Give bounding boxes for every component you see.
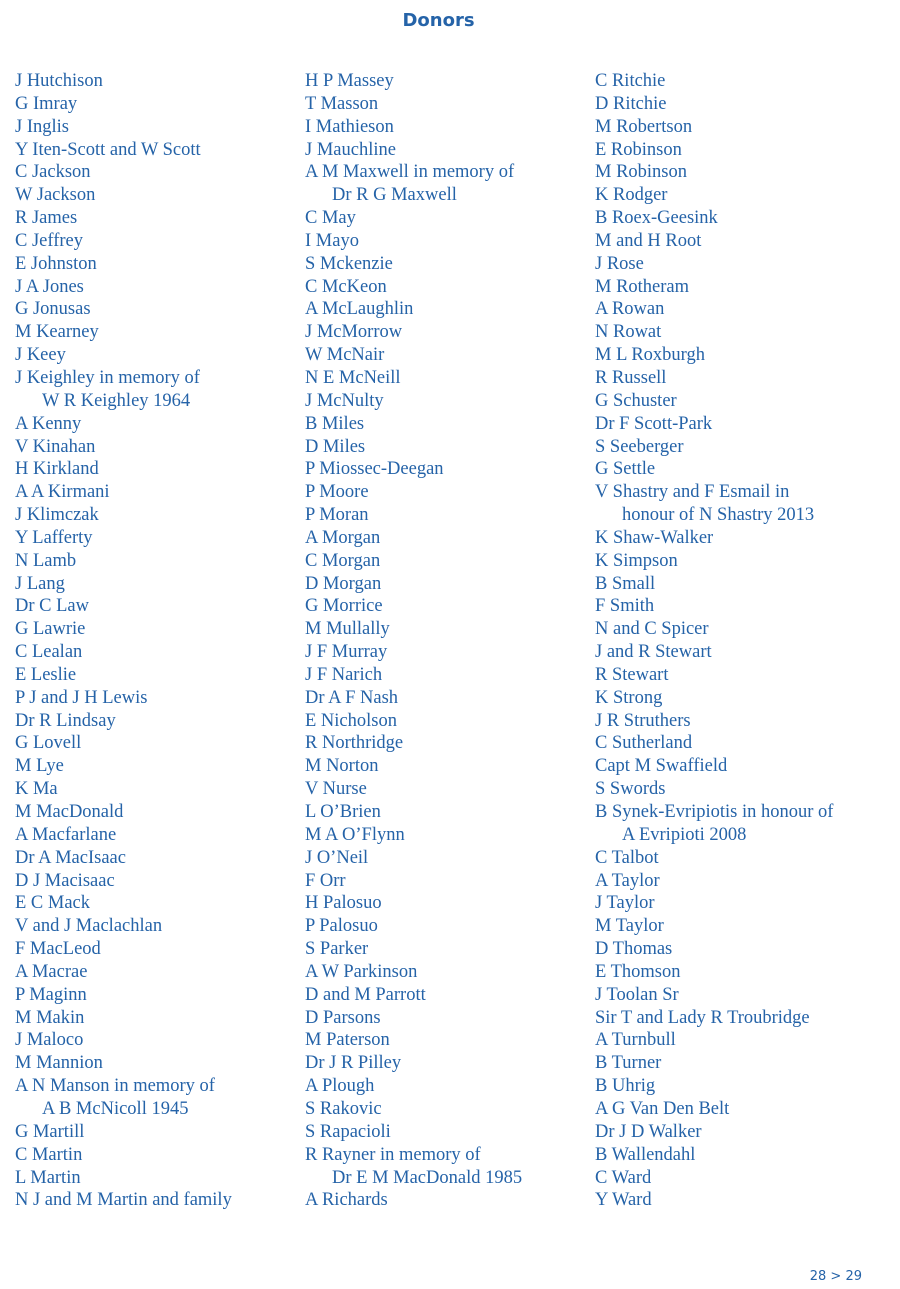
donor-name: J Lang: [15, 573, 65, 594]
donor-entry: [595, 984, 895, 1007]
donor-entry: [305, 458, 585, 481]
donor-name: V Nurse: [305, 779, 367, 800]
donor-name: A N Manson in memory of: [15, 1076, 215, 1097]
donor-name: P Miossec-Deegan: [305, 459, 444, 480]
donor-entry: [15, 847, 295, 870]
donor-entry: [595, 276, 895, 299]
donor-name: G Settle: [595, 459, 656, 480]
donor-name: J F Murray: [305, 642, 388, 663]
donor-name: N J and M Martin and family: [15, 1190, 232, 1211]
donor-name: D J Macisaac: [15, 870, 115, 891]
donor-name: E Leslie: [15, 664, 77, 685]
donor-entry: [305, 778, 585, 801]
donor-entry: [15, 778, 295, 801]
donor-entry: [595, 230, 895, 253]
donor-entry: [305, 824, 585, 847]
donor-name: C Talbot: [595, 847, 659, 868]
donor-entry: [15, 367, 295, 413]
donor-entry: [15, 230, 295, 253]
donor-entry: [15, 664, 295, 687]
donor-entry: [305, 481, 585, 504]
donor-name: Dr F Scott-Park: [595, 413, 713, 434]
donor-entry: [15, 801, 295, 824]
donor-name: G Martill: [15, 1121, 85, 1142]
donor-name: M Taylor: [595, 916, 664, 937]
donor-name: J and R Stewart: [595, 642, 712, 663]
donor-name: M Norton: [305, 756, 379, 777]
donor-name: V Shastry and F Esmail in: [595, 482, 790, 503]
donor-dedication: A B McNicoll 1945: [42, 1098, 189, 1119]
donor-name: Dr A MacIsaac: [15, 847, 126, 868]
donor-name: B Miles: [305, 413, 365, 434]
donor-name: M Robinson: [595, 162, 688, 183]
donor-name: B Synek-Evripiotis in honour of: [595, 802, 834, 822]
donor-entry: [595, 573, 895, 596]
donor-entry: [15, 184, 295, 207]
donor-name: Sir T and Lady R Troubridge: [595, 1007, 810, 1028]
donor-entry: [15, 915, 295, 938]
donor-entry: [15, 938, 295, 961]
donor-column-3: [595, 70, 895, 1212]
donor-name: B Turner: [595, 1053, 662, 1074]
donor-name: S Swords: [595, 779, 666, 800]
donor-name: G Lovell: [15, 733, 82, 754]
donor-entry: [15, 573, 295, 596]
donor-name: M Kearney: [15, 322, 99, 343]
donor-entry: [595, 93, 895, 116]
donor-name: D and M Parrott: [305, 984, 426, 1005]
donor-entry: [15, 321, 295, 344]
donor-name: M Robertson: [595, 116, 693, 137]
donor-entry: [595, 892, 895, 915]
donor-name: F Smith: [595, 596, 655, 617]
donor-entry: [15, 1121, 295, 1144]
donor-name: C Ward: [595, 1167, 652, 1188]
donor-name: P Moran: [305, 505, 369, 526]
donor-name: K Rodger: [595, 185, 668, 206]
donor-name: E Johnston: [15, 253, 97, 274]
donor-name: Y Lafferty: [15, 527, 93, 548]
donor-entry: [595, 161, 895, 184]
donor-entry: [595, 390, 895, 413]
donor-name: Capt M Swaffield: [595, 756, 728, 777]
donor-name: S Seeberger: [595, 436, 684, 457]
donor-entry: [15, 984, 295, 1007]
donor-entry: [595, 1007, 895, 1030]
donor-name: A Kenny: [15, 413, 82, 434]
donor-entry: [305, 641, 585, 664]
donor-entry: [15, 253, 295, 276]
donor-entry: [305, 984, 585, 1007]
donor-name: P Moore: [305, 482, 369, 503]
donor-dedication: W R Keighley 1964: [42, 390, 191, 411]
donor-entry: [305, 573, 585, 596]
donor-entry: [595, 1029, 895, 1052]
donor-name: J McMorrow: [305, 322, 403, 343]
donor-entry: [305, 664, 585, 687]
donor-entry: [305, 276, 585, 299]
donor-entry: [305, 1098, 585, 1121]
donor-name: K Simpson: [595, 550, 678, 571]
donor-name: C Sutherland: [595, 733, 693, 754]
donor-name: G Jonusas: [15, 299, 91, 320]
donor-name: K Strong: [595, 687, 663, 708]
donor-name: H P Massey: [305, 71, 394, 91]
donor-entry: [595, 710, 895, 733]
donor-name: S Rapacioli: [305, 1121, 391, 1142]
donor-name: J Keey: [15, 345, 66, 366]
donor-name: J Mauchline: [305, 139, 396, 160]
donor-name: J F Narich: [305, 664, 383, 685]
donor-name: W Jackson: [15, 185, 96, 206]
donor-entry: [305, 801, 585, 824]
donor-entry: [595, 1052, 895, 1075]
donor-entry: [305, 755, 585, 778]
donor-name: M Lye: [15, 756, 64, 777]
donor-name: L O’Brien: [305, 802, 381, 822]
donor-name: J R Struthers: [595, 710, 691, 731]
donor-entry: [595, 687, 895, 710]
donor-entry: [305, 1007, 585, 1030]
donor-name: F MacLeod: [15, 939, 101, 960]
donor-name: M A O’Flynn: [305, 824, 405, 845]
donor-entry: [15, 344, 295, 367]
donor-entry: [595, 344, 895, 367]
donor-entry: [305, 961, 585, 984]
donor-name: H Palosuo: [305, 893, 382, 914]
donor-name: R Northridge: [305, 733, 404, 754]
donor-entry: [15, 93, 295, 116]
donor-name: D Thomas: [595, 939, 673, 960]
donor-entry: [15, 458, 295, 481]
donor-name: D Morgan: [305, 573, 382, 594]
donor-entry: [15, 710, 295, 733]
donor-name: Dr J D Walker: [595, 1121, 702, 1142]
donor-entry: [15, 1167, 295, 1190]
donor-name: G Lawrie: [15, 619, 86, 640]
donor-entry: [15, 595, 295, 618]
donor-entry: [595, 778, 895, 801]
donor-entry: [15, 732, 295, 755]
donor-entry: [15, 870, 295, 893]
donor-name: B Uhrig: [595, 1076, 656, 1097]
donor-name: G Imray: [15, 93, 78, 114]
donor-name: N Rowat: [595, 322, 662, 343]
donor-entry: [305, 1052, 585, 1075]
donor-name: D Miles: [305, 436, 366, 457]
donor-name: B Roex-Geesink: [595, 208, 718, 229]
donor-name: J Toolan Sr: [595, 984, 679, 1005]
donor-name: P Palosuo: [305, 916, 378, 937]
donor-entry: [15, 1189, 295, 1212]
donor-entry: [595, 1144, 895, 1167]
donor-entry: [15, 504, 295, 527]
donor-name: C Jeffrey: [15, 230, 83, 251]
donor-entry: [305, 344, 585, 367]
donor-entry: [305, 161, 585, 207]
donor-name: J A Jones: [15, 276, 84, 297]
donor-entry: [595, 116, 895, 139]
donor-name: Y Iten-Scott and W Scott: [15, 139, 201, 160]
donor-name: J O’Neil: [305, 847, 369, 868]
donor-entry: [305, 298, 585, 321]
donor-name: C Martin: [15, 1144, 83, 1165]
donor-entry: [595, 298, 895, 321]
donor-name: J McNulty: [305, 390, 384, 411]
donor-name: A Macfarlane: [15, 824, 117, 845]
donor-column-1: [15, 70, 295, 1212]
donor-entry: [305, 618, 585, 641]
donor-entry: [305, 413, 585, 436]
donor-name: R James: [15, 208, 78, 229]
donor-entry: [305, 938, 585, 961]
donor-entry: [305, 915, 585, 938]
page-number: 28 > 29: [809, 1269, 862, 1284]
donor-name: C Ritchie: [595, 71, 666, 91]
donor-entry: [595, 915, 895, 938]
donor-entry: [595, 481, 895, 527]
donor-name: S Rakovic: [305, 1098, 382, 1119]
donor-name: V and J Maclachlan: [15, 916, 163, 937]
donor-name: A Macrae: [15, 961, 88, 982]
donor-entry: [305, 253, 585, 276]
donor-entry: [15, 481, 295, 504]
donor-name: R Russell: [595, 367, 667, 388]
donor-entry: [595, 1167, 895, 1190]
donor-entry: [305, 732, 585, 755]
donor-name: N Lamb: [15, 550, 77, 571]
donor-name: A M Maxwell in memory of: [305, 162, 515, 183]
donor-name: J Taylor: [595, 893, 655, 914]
donor-column-2: [305, 70, 585, 1212]
donor-entry: [595, 618, 895, 641]
donor-entry: [305, 1144, 585, 1190]
donor-name: C McKeon: [305, 276, 387, 297]
donor-name: E Nicholson: [305, 710, 397, 731]
donor-entry: [595, 70, 895, 93]
donor-name: M Paterson: [305, 1030, 390, 1051]
donor-name: P Maginn: [15, 984, 87, 1005]
donor-entry: [15, 687, 295, 710]
donor-name: M MacDonald: [15, 802, 124, 822]
donor-name: M Mullally: [305, 619, 390, 640]
donor-entry: [305, 139, 585, 162]
donor-name: C Lealan: [15, 642, 83, 663]
page-title: Donors: [402, 10, 475, 31]
donor-dedication: Dr E M MacDonald 1985: [332, 1167, 523, 1188]
donor-entry: [15, 116, 295, 139]
donor-entry: [15, 298, 295, 321]
donor-name: A McLaughlin: [305, 299, 414, 320]
donor-name: A Rowan: [595, 299, 665, 320]
donor-name: N and C Spicer: [595, 619, 709, 640]
donor-entry: [595, 139, 895, 162]
donor-dedication: A Evripioti 2008: [622, 824, 747, 845]
donor-entry: [15, 892, 295, 915]
donor-entry: [595, 732, 895, 755]
donor-entry: [15, 1007, 295, 1030]
donor-entry: [595, 1121, 895, 1144]
donor-name: Y Ward: [595, 1190, 652, 1211]
donor-entry: [595, 664, 895, 687]
donor-entry: [595, 1075, 895, 1098]
donor-entry: [595, 550, 895, 573]
donor-entry: [15, 961, 295, 984]
donor-entry: [595, 253, 895, 276]
donor-name: G Schuster: [595, 390, 677, 411]
donor-name: R Stewart: [595, 664, 669, 685]
donor-name: H Kirkland: [15, 459, 99, 480]
donor-entry: [305, 504, 585, 527]
donor-entry: [595, 458, 895, 481]
donor-name: A Richards: [305, 1190, 388, 1211]
donor-entry: [305, 687, 585, 710]
donor-entry: [305, 367, 585, 390]
donor-name: M Mannion: [15, 1053, 103, 1074]
donor-name: A Turnbull: [595, 1030, 676, 1051]
donor-entry: [595, 1189, 895, 1212]
donor-dedication: Dr R G Maxwell: [332, 185, 457, 206]
donor-entry: [595, 321, 895, 344]
donor-entry: [595, 527, 895, 550]
donor-entry: [305, 116, 585, 139]
donor-name: A A Kirmani: [15, 482, 110, 503]
donor-entry: [15, 70, 295, 93]
donor-name: C May: [305, 208, 356, 229]
donor-entry: [305, 550, 585, 573]
donor-name: J Keighley in memory of: [15, 367, 200, 388]
donor-entry: [305, 390, 585, 413]
donor-name: I Mathieson: [305, 116, 394, 137]
donor-entry: [15, 824, 295, 847]
donor-entry: [595, 847, 895, 870]
donor-entry: [305, 1189, 585, 1212]
donor-name: K Ma: [15, 779, 58, 800]
donor-name: B Small: [595, 573, 656, 594]
donor-entry: [305, 230, 585, 253]
donor-entry: [15, 161, 295, 184]
donor-entry: [15, 1075, 295, 1121]
donor-entry: [595, 755, 895, 778]
donor-entry: [15, 207, 295, 230]
donor-name: Dr R Lindsay: [15, 710, 116, 731]
donor-entry: [305, 527, 585, 550]
donor-entry: [15, 1052, 295, 1075]
donor-name: C Jackson: [15, 162, 91, 183]
donor-entry: [305, 710, 585, 733]
donor-name: D Ritchie: [595, 93, 667, 114]
donor-entry: [305, 1121, 585, 1144]
donor-name: M Makin: [15, 1007, 85, 1028]
donor-entry: [305, 847, 585, 870]
donor-entry: [15, 413, 295, 436]
donor-entry: [595, 367, 895, 390]
donor-name: D Parsons: [305, 1007, 381, 1028]
donor-name: A Taylor: [595, 870, 660, 891]
donor-name: N E McNeill: [305, 367, 401, 388]
donor-entry: [15, 276, 295, 299]
donor-entry: [595, 870, 895, 893]
donor-entry: [305, 207, 585, 230]
donor-name: E Robinson: [595, 139, 682, 160]
donor-entry: [305, 436, 585, 459]
donor-entry: [595, 184, 895, 207]
donor-entry: [15, 139, 295, 162]
donor-name: G Morrice: [305, 596, 383, 617]
donor-entry: [305, 321, 585, 344]
donor-name: J Inglis: [15, 116, 69, 137]
donor-name: V Kinahan: [15, 436, 96, 457]
donor-name: A Plough: [305, 1076, 375, 1097]
donor-entry: [595, 413, 895, 436]
donor-name: I Mayo: [305, 230, 359, 251]
donor-entry: [595, 1098, 895, 1121]
donor-name: J Rose: [595, 253, 644, 274]
donor-entry: [15, 618, 295, 641]
donor-dedication: honour of N Shastry 2013: [622, 505, 815, 526]
donor-name: P J and J H Lewis: [15, 687, 148, 708]
donor-entry: [305, 1029, 585, 1052]
donor-name: R Rayner in memory of: [305, 1144, 481, 1165]
donor-entry: [15, 436, 295, 459]
donor-name: T Masson: [305, 93, 379, 114]
donor-entry: [305, 870, 585, 893]
donor-entry: [15, 1144, 295, 1167]
donor-entry: [595, 595, 895, 618]
donor-name: J Hutchison: [15, 71, 103, 91]
donor-entry: [595, 641, 895, 664]
donor-name: S Mckenzie: [305, 253, 393, 274]
donor-name: A G Van Den Belt: [595, 1098, 730, 1119]
donor-name: Dr J R Pilley: [305, 1053, 402, 1074]
donor-entry: [305, 93, 585, 116]
donor-entry: [595, 961, 895, 984]
donor-name: A W Parkinson: [305, 961, 418, 982]
donor-name: E C Mack: [15, 893, 91, 914]
donor-name: Dr A F Nash: [305, 687, 399, 708]
donor-name: C Morgan: [305, 550, 381, 571]
donor-entry: [305, 892, 585, 915]
donor-entry: [15, 1029, 295, 1052]
donor-name: Dr C Law: [15, 596, 89, 617]
donor-entry: [595, 938, 895, 961]
donor-name: M L Roxburgh: [595, 345, 705, 366]
donor-entry: [305, 70, 585, 93]
donor-name: W McNair: [305, 345, 385, 366]
donor-entry: [595, 207, 895, 230]
donor-entry: [595, 436, 895, 459]
donor-name: E Thomson: [595, 961, 681, 982]
donor-name: L Martin: [15, 1167, 81, 1188]
donor-name: K Shaw-Walker: [595, 527, 714, 548]
donor-entry: [305, 595, 585, 618]
donor-name: F Orr: [305, 870, 346, 891]
donor-entry: [15, 755, 295, 778]
donor-entry: [15, 527, 295, 550]
donor-name: M and H Root: [595, 230, 702, 251]
donor-entry: [305, 1075, 585, 1098]
donor-name: S Parker: [305, 939, 369, 960]
donor-entry: [15, 641, 295, 664]
donor-entry: [595, 801, 895, 847]
donor-name: B Wallendahl: [595, 1144, 696, 1165]
donor-name: A Morgan: [305, 527, 381, 548]
donor-name: J Klimczak: [15, 505, 99, 526]
donor-name: M Rotheram: [595, 276, 690, 297]
donor-name: J Maloco: [15, 1030, 84, 1051]
donor-entry: [15, 550, 295, 573]
